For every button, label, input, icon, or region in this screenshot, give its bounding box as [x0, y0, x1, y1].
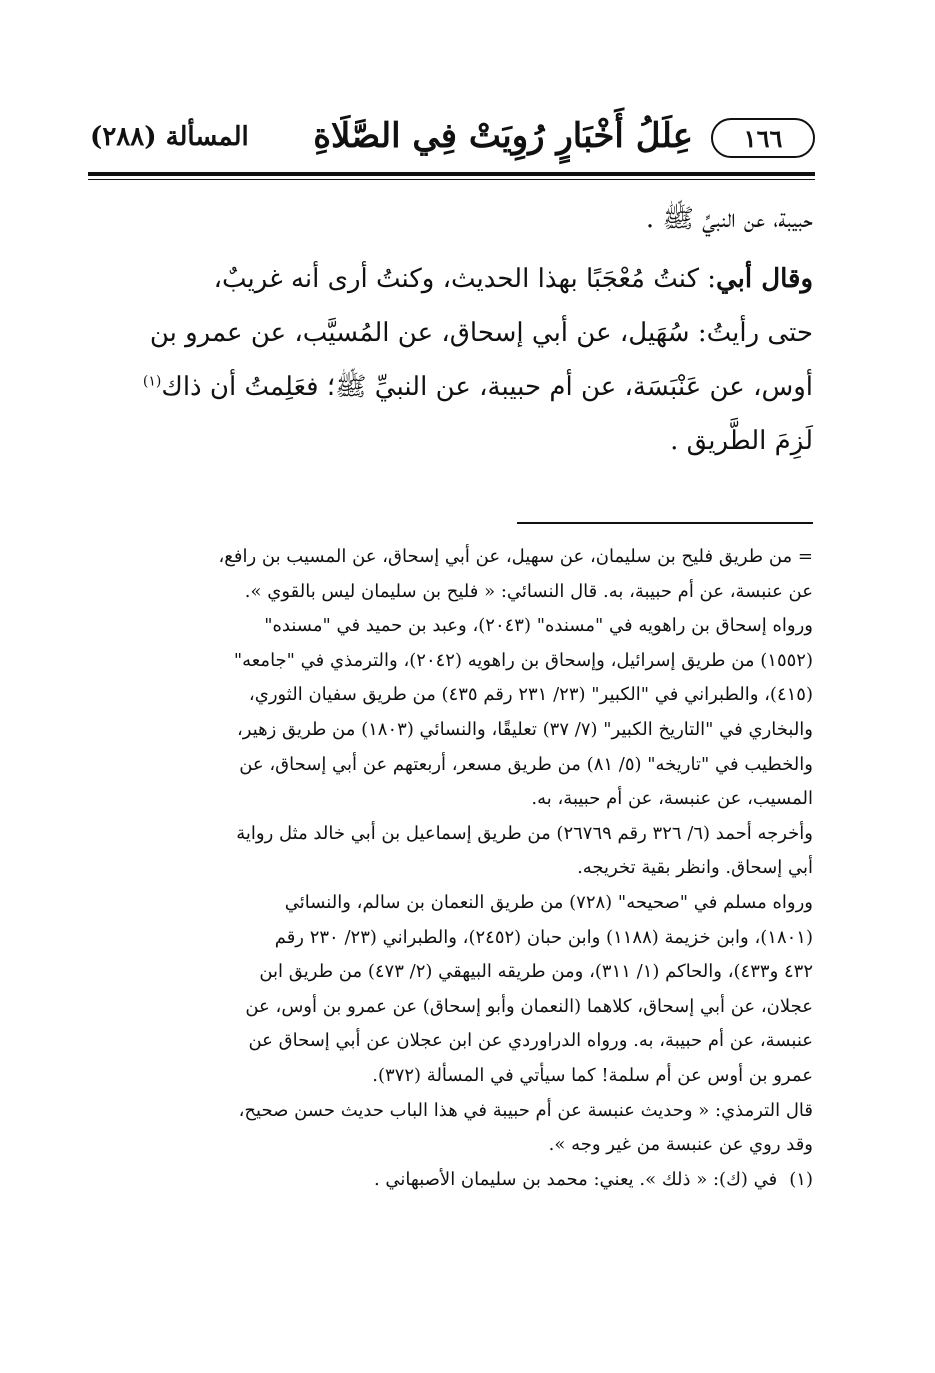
footnote-divider — [517, 522, 813, 524]
footnote-line: ٤٣٢ و٤٣٣)، والحاكم (١/ ٣١١)، ومن طريقه البيهقي (٢/ ٤٧٣) من طريق ابن — [259, 961, 813, 983]
footnote-line: والخطيب في "تاريخه" (٥/ ٨١) من طريق مسعر، أربعتهم عن أبي إسحاق، عن — [239, 753, 813, 775]
footnote-line: عمرو بن أوس عن أم سلمة! كما سيأتي في المسألة (٣٧٢). — [372, 1064, 813, 1086]
page-number: ١٦٦ — [711, 118, 815, 158]
footnote-line: (١٨٠١)، وابن خزيمة (١١٨٨) وابن حبان (٢٤٥٢)، والطبراني (٢٣/ ٢٣٠ رقم — [274, 926, 813, 948]
footnote-line: (١٥٥٢) من طريق إسرائيل، وإسحاق بن راهويه (٢٠٤٢)، والترمذي في "جامعه" — [233, 649, 813, 671]
issue-label: المسألة (٢٨٨) — [90, 122, 249, 152]
paragraph-lead: وقال أبي — [716, 264, 813, 294]
main-text — [90, 192, 813, 468]
page-header — [90, 110, 815, 172]
footnote-line: ورواه إسحاق بن راهويه في "مسنده" (٢٠٤٣)، وعبد بن حميد في "مسنده" — [264, 615, 813, 637]
footnote-line: عن عنبسة، عن أم حبيبة، به. قال النسائي: « فليح بن سليمان ليس بالقوي ». — [244, 580, 813, 602]
footnote-reference: (١) — [142, 373, 162, 390]
footnote-text: في (ك): « ذلك ». يعني: محمد بن سليمان الأصبهاني . — [373, 1168, 778, 1190]
footnote-line: أبي إسحاق. وانظر بقية تخريجه. — [577, 857, 813, 879]
main-line: حبيبة، عن النبيِّ ﷺ . — [645, 204, 813, 234]
footnote-1 — [90, 1163, 813, 1198]
footnote-line: والبخاري في "التاريخ الكبير" (٧/ ٣٧) تعليقًا، والنسائي (١٨٠٣) من طريق زهير، — [236, 718, 813, 740]
footnote-line: عجلان، عن أبي إسحاق، كلاهما (النعمان وأبو إسحاق) عن عمرو بن أوس، عن — [245, 995, 813, 1017]
footnote-line: عنبسة، عن أم حبيبة، به. ورواه الدراوردي عن ابن عجلان عن أبي إسحاق عن — [248, 1030, 813, 1052]
paragraph-text: أوس، عن عَنْبَسَة، عن أم حبيبة، عن النبيِّ ﷺ؛ فعَلِمتُ أن ذاك — [161, 372, 813, 402]
main-paragraph-line: حتى رأيتُ: سُهَيل، عن أبي إسحاق، عن المُسيَّب، عن عمرو بن — [149, 318, 813, 348]
main-paragraph-line — [90, 252, 813, 306]
footnote-line: ورواه مسلم في "صحيحه" (٧٢٨) من طريق النعمان بن سالم، والنسائي — [284, 891, 813, 913]
main-paragraph-line: لَزِمَ الطَّريق . — [670, 426, 813, 456]
book-title: عِلَلُ أَخْبَارٍ رُوِيَتْ فِي الصَّلَاةِ — [313, 116, 693, 156]
header-rule-thin — [88, 179, 815, 180]
footnote-number: (١) — [789, 1168, 813, 1190]
main-paragraph-line — [90, 360, 813, 414]
paragraph-text: : كنتُ مُعْجَبًا بهذا الحديث، وكنتُ أرى أنه غريبٌ، — [213, 264, 717, 294]
footnote-line: وأخرجه أحمد (٦/ ٣٢٦ رقم ٢٦٧٦٩) من طريق إسماعيل بن أبي خالد مثل رواية — [236, 822, 813, 844]
footnote-line: قال الترمذي: « وحديث عنبسة عن أم حبيبة في هذا الباب حديث حسن صحيح، — [238, 1099, 813, 1121]
footnote-line: المسيب، عن عنبسة، عن أم حبيبة، به. — [531, 788, 813, 810]
footnote-line: وقد روي عن عنبسة من غير وجه ». — [548, 1134, 813, 1156]
footnote-line: (٤١٥)، والطبراني في "الكبير" (٢٣/ ٢٣١ رقم ٤٣٥) من طريق سفيان الثوري، — [248, 684, 813, 706]
header-rule-thick — [88, 172, 815, 176]
footnotes — [90, 540, 813, 1197]
footnote-line: = من طريق فليح بن سليمان، عن سهيل، عن أبي إسحاق، عن المسيب بن رافع، — [218, 546, 813, 567]
